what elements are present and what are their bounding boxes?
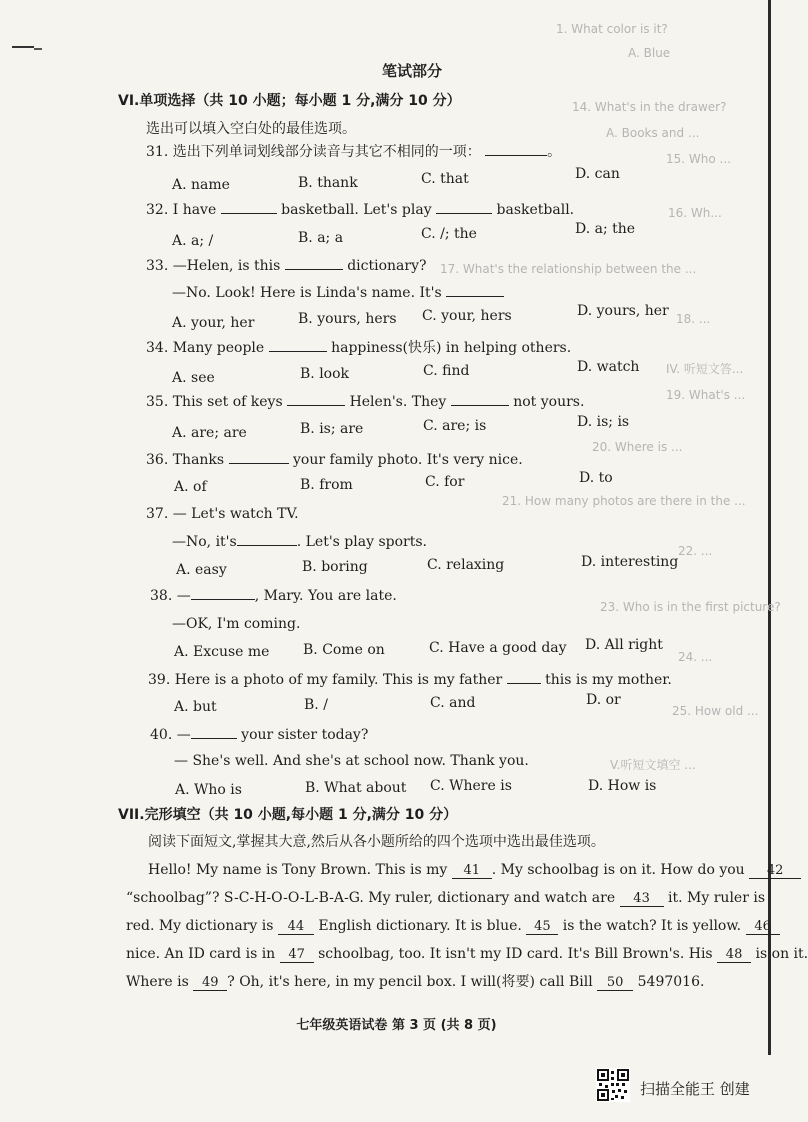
question-text: Helen's. They [349, 394, 447, 410]
question-stem [146, 392, 584, 411]
question-text: —No, it's [172, 534, 237, 550]
question-text: 32. I have [146, 202, 217, 218]
option-b: B. a; a [298, 230, 344, 246]
option-a: A. your, her [172, 315, 255, 331]
option-b: B. is; are [300, 421, 364, 437]
question-stem [146, 338, 571, 357]
question-text: 34. Many people [146, 340, 265, 356]
section-header: VII.完形填空（共 10 小题,每小题 1 分,满分 10 分） [118, 807, 458, 823]
passage-text: ? Oh, it's here, in my pencil box. I will(将要) call Bill [227, 974, 593, 990]
question-text: 33. —Helen, is this [146, 258, 281, 274]
passage-line [126, 945, 808, 963]
question-text: 31. 选出下列单词划线部分读音与其它不相同的一项： [146, 144, 481, 160]
bleed-through-text: 23. Who is in the first picture? [600, 600, 781, 614]
option-c: C. your, hers [422, 308, 512, 324]
bleed-through-text: IV. 听短文答... [666, 362, 744, 376]
answer-blank [446, 283, 504, 297]
answer-blank [436, 200, 492, 214]
passage-text: it. My ruler is [668, 890, 766, 906]
answer-blank [285, 256, 343, 270]
section-header: VI.单项选择（共 10 小题；每小题 1 分,满分 10 分） [118, 93, 461, 109]
option-a: A. easy [176, 562, 227, 578]
question-text: this is my mother. [545, 672, 672, 688]
option-d: D. watch [577, 359, 640, 375]
cloze-blank: 45 [526, 919, 558, 935]
option-b: B. thank [298, 175, 358, 191]
answer-blank [485, 142, 547, 156]
section-instruction: 阅读下面短文,掌握其大意,然后从各小题所给的四个选项中选出最佳选项。 [148, 834, 605, 850]
option-b: B. / [304, 697, 328, 713]
scanner-watermark: 扫描全能王 创建 [640, 1080, 750, 1098]
question-text: 35. This set of keys [146, 394, 283, 410]
page-edge-line [768, 0, 771, 1055]
option-c: C. are; is [423, 418, 487, 434]
passage-line [126, 889, 765, 907]
question-stem [172, 532, 427, 551]
question-text: not yours. [513, 394, 585, 410]
bleed-through-text: 18. ... [676, 312, 711, 326]
question-text: —No. Look! Here is Linda's name. It's [172, 285, 442, 301]
option-b: B. What about [305, 780, 407, 796]
question-stem [146, 200, 574, 219]
option-d: D. All right [585, 637, 663, 653]
cloze-blank: 42 [749, 863, 801, 879]
question-stem [146, 256, 427, 275]
page-title: 笔试部分 [382, 62, 443, 80]
option-c: C. /; the [421, 226, 477, 242]
answer-blank [221, 200, 277, 214]
option-c: C. find [423, 363, 470, 379]
cloze-blank: 47 [280, 947, 314, 963]
option-c: C. for [425, 474, 465, 490]
cloze-blank: 46 [746, 919, 780, 935]
bleed-through-text: 15. Who ... [666, 152, 731, 166]
option-a: A. see [172, 370, 215, 386]
question-stem [146, 142, 561, 161]
option-b: B. look [300, 366, 350, 382]
question-stem [146, 450, 523, 469]
option-b: B. Come on [303, 642, 385, 658]
answer-blank [191, 725, 237, 739]
bleed-through-text: 24. ... [678, 650, 713, 664]
question-text: dictionary? [347, 258, 427, 274]
passage-text: Hello! My name is Tony Brown. This is my [148, 862, 448, 878]
passage-text: is on it. [755, 946, 808, 962]
scan-mark [12, 46, 34, 48]
option-d: D. yours, her [577, 303, 669, 319]
question-text: 39. Here is a photo of my family. This is my father [148, 672, 503, 688]
question-stem: 37. — Let's watch TV. [146, 506, 299, 522]
option-d: D. to [579, 470, 613, 486]
answer-blank [287, 392, 345, 406]
passage-line [126, 973, 704, 991]
option-c: C. Where is [430, 778, 512, 794]
question-stem [172, 283, 504, 302]
option-c: C. that [421, 171, 469, 187]
cloze-blank: 50 [597, 975, 633, 991]
passage-text: Where is [126, 974, 189, 990]
answer-blank [269, 338, 327, 352]
question-stem [148, 670, 672, 689]
bleed-through-text: V.听短文填空 ... [610, 758, 696, 772]
scan-mark [34, 48, 42, 50]
section-instruction: 选出可以填入空白处的最佳选项。 [146, 121, 356, 137]
passage-line [148, 861, 801, 879]
answer-blank [507, 670, 541, 684]
option-d: D. is; is [577, 414, 630, 430]
bleed-through-text: 21. How many photos are there in the ... [502, 494, 746, 508]
option-d: D. or [586, 692, 621, 708]
question-text: 36. Thanks [146, 452, 225, 468]
question-stem [150, 725, 368, 744]
passage-line [126, 917, 780, 935]
cloze-blank: 48 [717, 947, 751, 963]
bleed-through-text: A. Blue [628, 46, 671, 60]
option-c: C. relaxing [427, 557, 505, 573]
answer-blank [451, 392, 509, 406]
question-stem [150, 586, 397, 605]
passage-text: . My schoolbag is on it. How do you [491, 862, 745, 878]
cloze-blank: 43 [620, 891, 664, 907]
bleed-through-text: A. Books and ... [606, 126, 700, 140]
question-text: . Let's play sports. [296, 534, 427, 550]
answer-blank [191, 586, 255, 600]
option-a: A. a; / [172, 233, 214, 249]
question-text: basketball. [496, 202, 575, 218]
bleed-through-text: 25. How old ... [672, 704, 759, 718]
bleed-through-text: 22. ... [678, 544, 713, 558]
passage-text: is the watch? It is yellow. [562, 918, 742, 934]
option-b: B. yours, hers [298, 311, 397, 327]
option-b: B. boring [302, 559, 368, 575]
passage-text: 5497016. [637, 974, 705, 990]
option-a: A. of [174, 479, 207, 495]
question-text: 。 [547, 144, 562, 160]
question-text: happiness(快乐) in helping others. [331, 340, 572, 356]
question-stem: — She's well. And she's at school now. Thank you. [174, 753, 529, 769]
cloze-blank: 49 [193, 975, 227, 991]
option-c: C. Have a good day [429, 640, 567, 656]
passage-text: “schoolbag”? S-C-H-O-O-L-B-A-G. My ruler, dictionary and watch are [126, 890, 616, 906]
option-a: A. but [174, 699, 217, 715]
cloze-blank: 41 [452, 863, 492, 879]
bleed-through-text: 14. What's in the drawer? [572, 100, 727, 114]
question-text: 40. — [150, 727, 191, 743]
cloze-blank: 44 [278, 919, 314, 935]
option-a: A. are; are [172, 425, 247, 441]
answer-blank [237, 532, 297, 546]
passage-text: English dictionary. It is blue. [318, 918, 522, 934]
passage-text: nice. An ID card is in [126, 946, 276, 962]
option-d: D. can [575, 166, 620, 182]
question-text: , Mary. You are late. [254, 588, 397, 604]
bleed-through-text: 20. Where is ... [592, 440, 683, 454]
option-a: A. Who is [175, 782, 242, 798]
qr-code-icon [596, 1068, 630, 1102]
option-b: B. from [300, 477, 353, 493]
option-d: D. How is [588, 778, 657, 794]
option-d: D. interesting [581, 554, 679, 570]
bleed-through-text: 19. What's ... [666, 388, 746, 402]
bleed-through-text: 1. What color is it? [556, 22, 668, 36]
question-stem: —OK, I'm coming. [172, 616, 301, 632]
option-c: C. and [430, 695, 476, 711]
question-text: basketball. Let's play [281, 202, 432, 218]
option-a: A. Excuse me [174, 644, 270, 660]
question-text: 38. — [150, 588, 191, 604]
passage-text: schoolbag, too. It isn't my ID card. It's Bill Brown's. His [318, 946, 713, 962]
option-d: D. a; the [575, 221, 636, 237]
question-text: your sister today? [241, 727, 369, 743]
option-a: A. name [172, 177, 230, 193]
answer-blank [229, 450, 289, 464]
passage-text: red. My dictionary is [126, 918, 274, 934]
bleed-through-text: 16. Wh... [668, 206, 722, 220]
question-text: your family photo. It's very nice. [293, 452, 523, 468]
bleed-through-text: 17. What's the relationship between the ... [440, 262, 697, 276]
page-footer: 七年级英语试卷 第 3 页 (共 8 页) [296, 1018, 497, 1033]
